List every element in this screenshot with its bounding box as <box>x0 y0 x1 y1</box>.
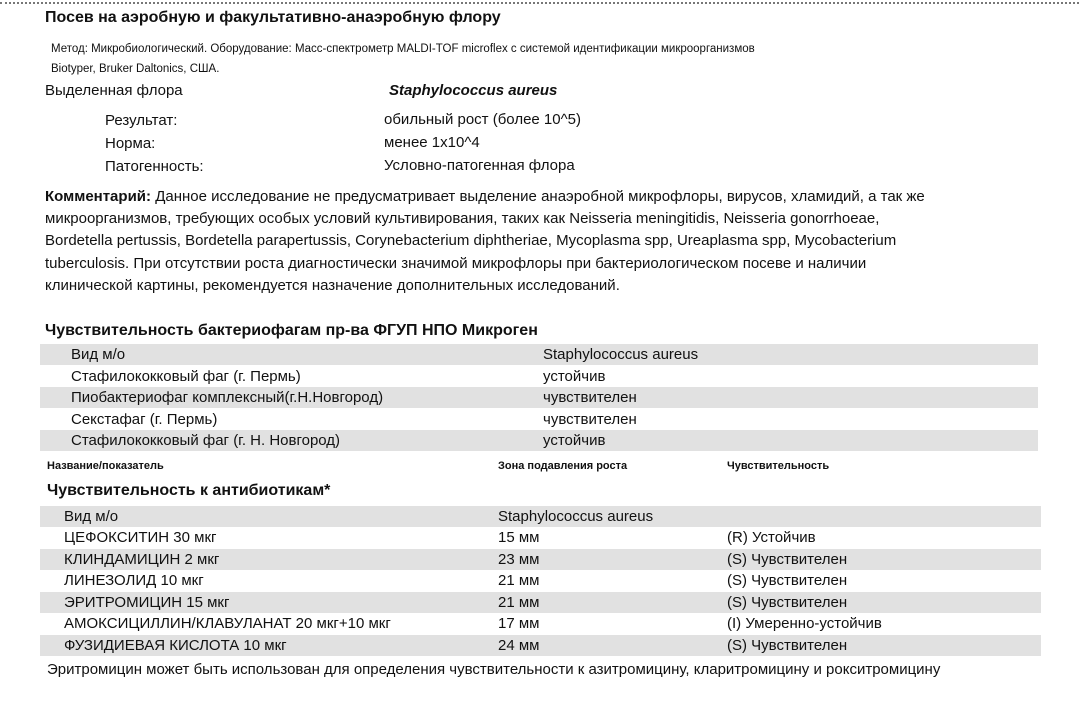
norm-value: менее 1x10^4 <box>384 134 480 151</box>
comment-paragraph <box>45 186 945 297</box>
antibiotic-row-zone: Staphylococcus aureus <box>498 508 654 525</box>
column-header-name: Название/показатель <box>47 460 164 472</box>
pathogenicity-value: Условно-патогенная флора <box>384 157 575 174</box>
norm-label: Норма: <box>105 135 156 152</box>
antibiotic-row-name: ЛИНЕЗОЛИД 10 мкг <box>64 572 204 589</box>
phage-row-name: Вид м/о <box>71 346 126 363</box>
antibiotic-row-name: Вид м/о <box>64 508 119 525</box>
antibiotic-row-name: ЭРИТРОМИЦИН 15 мкг <box>64 594 230 611</box>
phage-row-name: Стафилококковый фаг (г. Пермь) <box>71 368 301 385</box>
antibiotic-row-zone: 23 мм <box>498 551 540 568</box>
antibiotic-row-sensitivity: (R) Устойчив <box>727 529 816 546</box>
antibiotic-row-sensitivity: (I) Умеренно-устойчив <box>727 615 882 632</box>
top-dotted-divider <box>0 2 1079 4</box>
phage-row-value: Staphylococcus aureus <box>543 346 699 363</box>
antibiotic-row-zone: 17 мм <box>498 615 540 632</box>
antibiotic-row-zone: 21 мм <box>498 594 540 611</box>
antibiotic-row-name: АМОКСИЦИЛЛИН/КЛАВУЛАНАТ 20 мкг+10 мкг <box>64 615 391 632</box>
flora-value: Staphylococcus aureus <box>389 82 558 99</box>
footnote-text: Эритромицин может быть использован для определения чувствительности к азитромицину, кларитромицину и рокситромицину <box>47 661 941 678</box>
antibiotic-row-zone: 15 мм <box>498 529 540 546</box>
antibiotic-row-zone: 21 мм <box>498 572 540 589</box>
flora-label: Выделенная флора <box>45 82 183 99</box>
phage-row-name: Секстафаг (г. Пермь) <box>71 411 218 428</box>
phage-row-value: устойчив <box>543 368 606 385</box>
column-header-zone: Зона подавления роста <box>498 460 628 472</box>
antibiotic-row-zone: 24 мм <box>498 637 540 654</box>
antibiotic-section-title: Чувствительность к антибиотикам* <box>47 482 331 499</box>
antibiotic-row-sensitivity: (S) Чувствителен <box>727 551 848 568</box>
phage-row-value: чувствителен <box>543 389 637 406</box>
comment-label: Комментарий: <box>45 188 152 205</box>
antibiotic-row-sensitivity: (S) Чувствителен <box>727 572 848 589</box>
phage-row-name: Стафилококковый фаг (г. Н. Новгород) <box>71 432 341 449</box>
pathogenicity-label: Патогенность: <box>105 158 204 175</box>
method-line-2: Biotyper, Bruker Daltonics, США. <box>51 63 220 75</box>
phage-row-value: устойчив <box>543 432 606 449</box>
result-value: обильный рост (более 10^5) <box>384 111 581 128</box>
antibiotic-row-sensitivity: (S) Чувствителен <box>727 637 848 654</box>
antibiotic-row-name: ЦЕФОКСИТИН 30 мкг <box>64 529 217 546</box>
phage-row-name: Пиобактериофаг комплексный(г.Н.Новгород) <box>71 389 384 406</box>
phage-row-bg <box>40 344 1038 365</box>
phage-section-title: Чувствительность бактериофагам пр-ва ФГУП НПО Микроген <box>45 322 538 339</box>
antibiotic-row-name: ФУЗИДИЕВАЯ КИСЛОТА 10 мкг <box>64 637 287 654</box>
result-label: Результат: <box>105 112 178 129</box>
antibiotic-row-sensitivity: (S) Чувствителен <box>727 594 848 611</box>
method-line-1: Метод: Микробиологический. Оборудование: Масс-спектрометр MALDI-TOF microflex с системой идентификации микроорганизмов <box>51 43 755 55</box>
comment-text: Данное исследование не предусматривает выделение анаэробной микрофлоры, вирусов, хламидий, а так же микроорганизмов, требующих особых условий культивирования, таких как Neisseria meningitidis, Neisseria gonorrhoeae, Bordetella pertussis, Bordetella parapertussis, Corynebacterium diphtheriae, Mycoplasma spp, Ureaplasma spp, Mycobacterium tuberculosis. При отсутствии роста диагностически значимой микрофлоры при бактериологическом посеве и наличии клинической картины, рекомендуется назначение дополнительных исследований. <box>45 188 925 294</box>
section-title-culture: Посев на аэробную и факультативно-анаэробную флору <box>45 9 501 26</box>
phage-row-value: чувствителен <box>543 411 637 428</box>
column-header-sensitivity: Чувствительность <box>727 460 830 472</box>
antibiotic-row-name: КЛИНДАМИЦИН 2 мкг <box>64 551 220 568</box>
